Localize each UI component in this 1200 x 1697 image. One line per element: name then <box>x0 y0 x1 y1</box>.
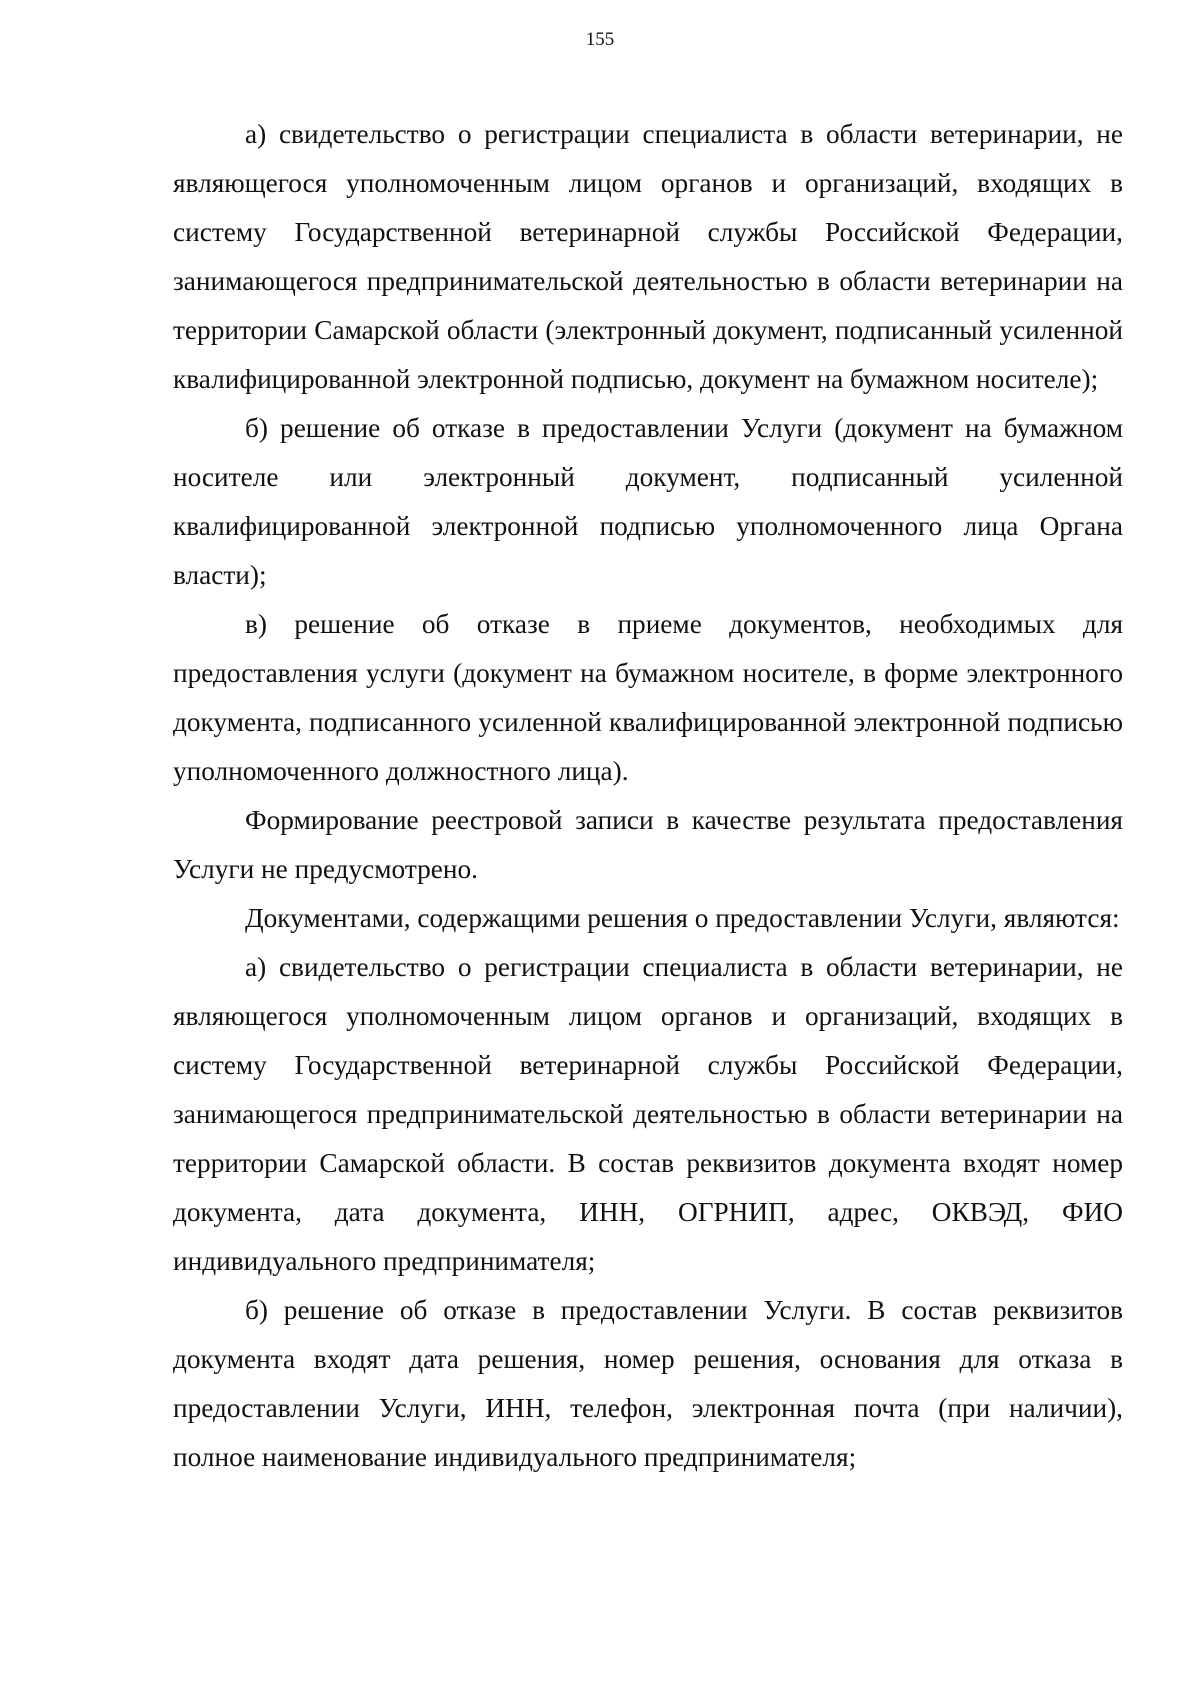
paragraph-certificate-requisites-a: а) свидетельство о регистрации специалиста в области ветеринарии, не являющегося уполномоченным лицом органов и организаций, входящих в систему Государственной ветеринарной службы Российской Федерации, занимающегося предпринимательской деятельностью в области ветеринарии на территории Самарской области. В состав реквизитов документа входят номер документа, дата документа, ИНН, ОГРНИП, адрес, ОКВЭД, ФИО индивидуального предпринимателя; <box>173 952 1123 1276</box>
page-number: 155 <box>585 29 615 50</box>
paragraph-certificate-option-a: а) свидетельство о регистрации специалиста в области ветеринарии, не являющегося уполномоченным лицом органов и организаций, входящих в систему Государственной ветеринарной службы Российской Федерации, занимающегося предпринимательской деятельностью в области ветеринарии на территории Самарской области (электронный документ, подписанный усиленной квалифицированной электронной подписью, документ на бумажном носителе); <box>173 119 1123 394</box>
paragraph-decision-documents-intro: Документами, содержащими решения о предоставлении Услуги, являются: <box>245 903 1120 933</box>
paragraph-refusal-acceptance-option-c: в) решение об отказе в приеме документов, необходимых для предоставления услуги (документ на бумажном носителе, в форме электронного документа, подписанного усиленной квалифицированной электронной подписью уполномоченного должностного лица). <box>173 609 1123 786</box>
document-body <box>173 110 1123 1482</box>
paragraph-refusal-decision-option-b: б) решение об отказе в предоставлении Услуги (документ на бумажном носителе или электронный документ, подписанный усиленной квалифицированной электронной подписью уполномоченного лица Органа власти); <box>173 413 1123 590</box>
paragraph-refusal-requisites-b: б) решение об отказе в предоставлении Услуги. В состав реквизитов документа входят дата решения, номер решения, основания для отказа в предоставлении Услуги, ИНН, телефон, электронная почта (при наличии), полное наименование индивидуального предпринимателя; <box>173 1295 1123 1472</box>
paragraph-registry-record: Формирование реестровой записи в качестве результата предоставления Услуги не предусмотрено. <box>173 805 1123 884</box>
